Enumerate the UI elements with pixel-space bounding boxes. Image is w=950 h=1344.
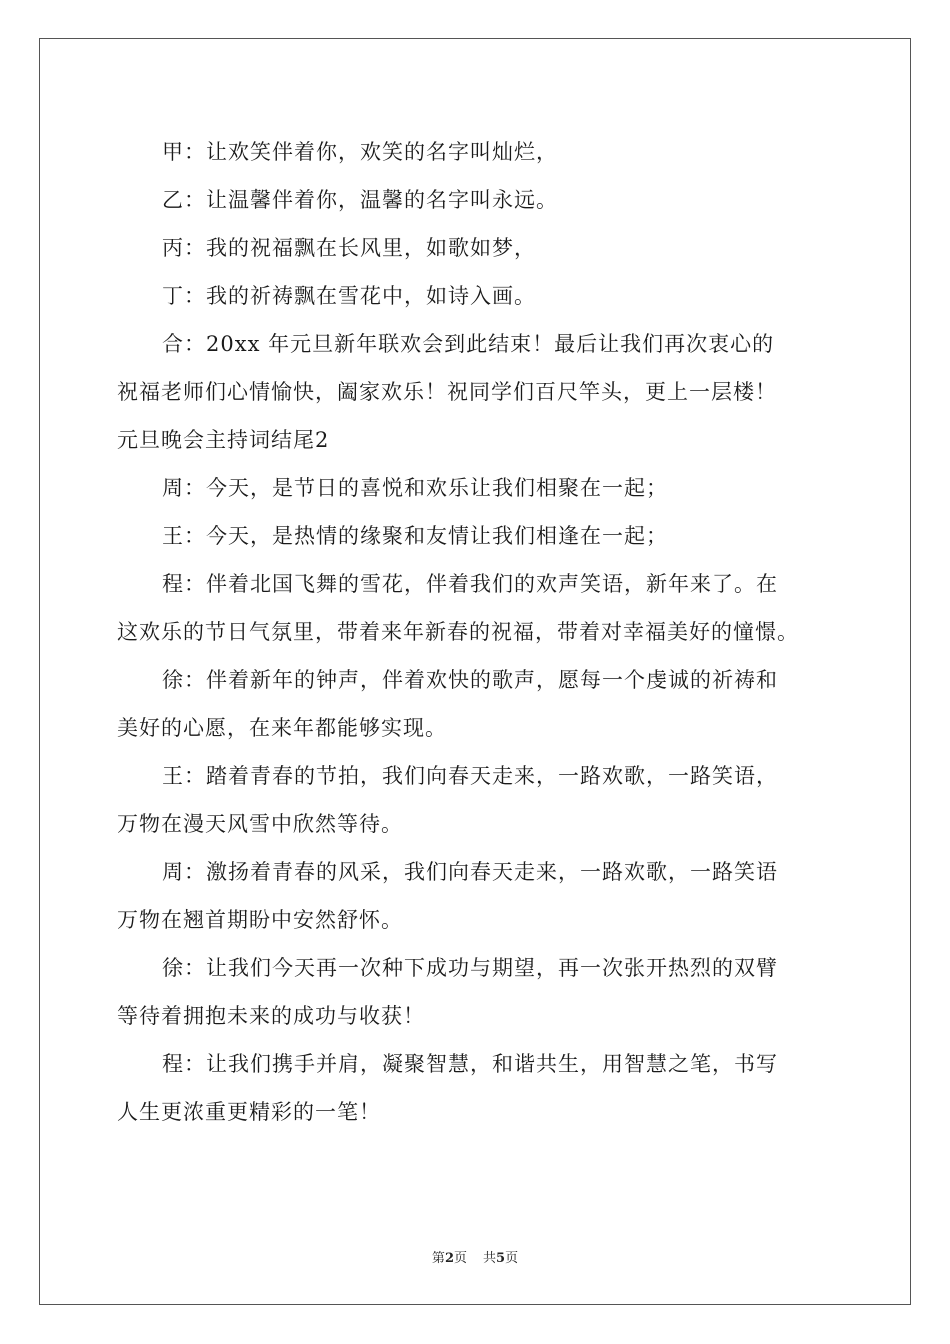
paragraph-line: 祝福老师们心情愉快，阖家欢乐！祝同学们百尺竿头，更上一层楼！ xyxy=(117,380,777,404)
page-total-suffix: 页 xyxy=(505,1251,519,1266)
paragraph-line: 万物在漫天风雪中欣然等待。 xyxy=(117,812,403,836)
paragraph-line: 甲：让欢笑伴着你，欢笑的名字叫灿烂， xyxy=(162,140,558,164)
paragraph-line: 丁：我的祈祷飘在雪花中，如诗入画。 xyxy=(162,284,536,308)
page-number-current: 2 xyxy=(444,1251,454,1266)
page-total-prefix: 共 xyxy=(483,1251,497,1266)
page-footer xyxy=(0,1247,950,1266)
paragraph-line: 等待着拥抱未来的成功与收获！ xyxy=(117,1004,425,1028)
paragraph-line: 合：20xx 年元旦新年联欢会到此结束！最后让我们再次衷心的 xyxy=(162,332,775,356)
paragraph-line: 美好的心愿，在来年都能够实现。 xyxy=(117,716,447,740)
document-body xyxy=(117,128,837,1136)
paragraph-line: 乙：让温馨伴着你，温馨的名字叫永远。 xyxy=(162,188,558,212)
paragraph-line: 丙：我的祝福飘在长风里，如歌如梦， xyxy=(162,236,536,260)
paragraph-line: 徐：伴着新年的钟声，伴着欢快的歌声，愿每一个虔诚的祈祷和 xyxy=(162,668,778,692)
paragraph-line: 人生更浓重更精彩的一笔！ xyxy=(117,1100,381,1124)
paragraph-line: 周：今天，是节日的喜悦和欢乐让我们相聚在一起； xyxy=(162,476,668,500)
paragraph-line: 这欢乐的节日气氛里，带着来年新春的祝福，带着对幸福美好的憧憬。 xyxy=(117,620,799,644)
paragraph-line: 徐：让我们今天再一次种下成功与期望，再一次张开热烈的双臂 xyxy=(162,956,778,980)
page-number-prefix: 第 xyxy=(431,1251,445,1266)
paragraph-line: 周：激扬着青春的风采，我们向春天走来，一路欢歌，一路笑语 xyxy=(162,860,778,884)
page-number-suffix: 页 xyxy=(453,1251,467,1266)
page-total: 5 xyxy=(496,1251,506,1266)
section-heading: 元旦晚会主持词结尾2 xyxy=(117,428,330,452)
paragraph-line: 王：踏着青春的节拍，我们向春天走来，一路欢歌，一路笑语， xyxy=(162,764,778,788)
paragraph-line: 万物在翘首期盼中安然舒怀。 xyxy=(117,908,403,932)
paragraph-line: 程：伴着北国飞舞的雪花，伴着我们的欢声笑语，新年来了。在 xyxy=(162,572,778,596)
paragraph-line: 程：让我们携手并肩，凝聚智慧，和谐共生，用智慧之笔，书写 xyxy=(162,1052,778,1076)
paragraph-line: 王：今天，是热情的缘聚和友情让我们相逢在一起； xyxy=(162,524,668,548)
